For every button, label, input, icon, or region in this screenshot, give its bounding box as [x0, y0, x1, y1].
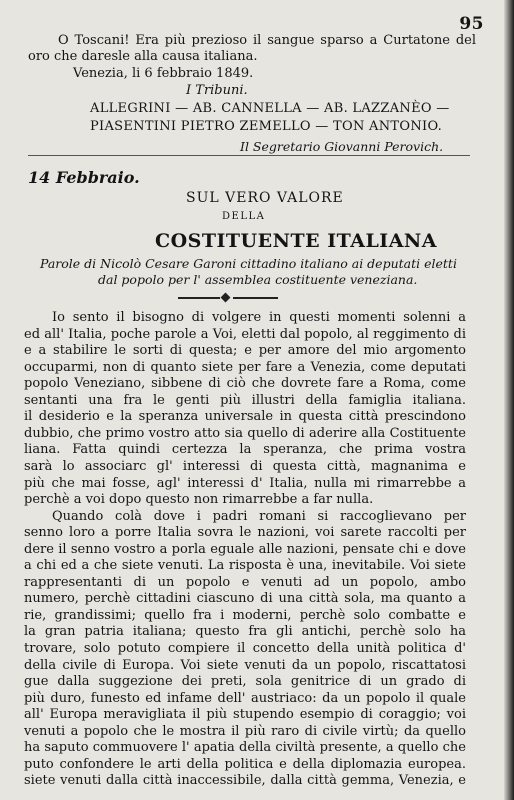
- body-line: liana. Fatta quindi certezza la speranza, che prima vostra: [24, 442, 466, 458]
- body-line: il desiderio e la speranza universale in questa città prescindono: [24, 409, 466, 425]
- body-line: gue dalla suggezione dei preti, sola genitrice di un grado di: [24, 674, 466, 690]
- body-line: occuparmi, non di quanto siete per fare a Venezia, come deputati: [24, 359, 466, 375]
- body-line: sentanti una fra le genti più illustri della famiglia italiana.: [24, 392, 466, 408]
- body-line: puto confondere le arti della politica e della diplomazia europea.: [24, 756, 466, 772]
- heading-line-1: SUL VERO VALORE: [186, 190, 344, 206]
- body-line: più che mai fosse, agl' interessi d' Italia, nulla mi rimarrebbe a: [24, 475, 466, 491]
- body-line: rie, grandissimi; quello fra i moderni, perchè solo combatte e: [24, 607, 466, 623]
- body-line: trovare, solo potuto compiere il concetto della unità politica d': [24, 641, 466, 656]
- subtitle-line-1: Parole di Nicolò Cesare Garoni cittadino italiano ai deputati eletti: [40, 256, 457, 271]
- proclamation-line-2: oro che daresle alla causa italiana.: [28, 49, 258, 64]
- body-line: Io sento il bisogno di volgere in questi momenti solenni a: [52, 310, 466, 325]
- body-line: dere il senno vostro a porla eguale alle nazioni, pensate chi e dove: [24, 541, 466, 557]
- page-number: 95: [459, 14, 484, 34]
- entry-date: 14 Febbraio.: [28, 168, 140, 187]
- proclamation-line-1: O Toscani! Era più prezioso il sangue sparso a Curtatone del: [58, 33, 476, 48]
- body-line: numero, perchè cittadini ciascuno di una città sola, ma quanto a: [24, 591, 466, 607]
- body-line: ha saputo commuovere l' apatia della civiltà presente, a quello che: [24, 740, 466, 756]
- body-line: popolo Veneziano, sibbene di ciò che dovrete fare a Roma, come: [24, 376, 466, 392]
- heading-line-2: DELLA: [222, 211, 266, 222]
- article-title: COSTITUENTE ITALIANA: [155, 230, 438, 252]
- ornamental-rule: [178, 294, 278, 301]
- body-line: della civile di Europa. Voi siete venuti da un popolo, riscattatosi: [24, 657, 466, 673]
- section-divider: [28, 155, 470, 156]
- signers-line-2: PIASENTINI PIETRO ZEMELLO — TON ANTONIO.: [90, 119, 443, 134]
- body-line: sarà lo associarc gl' interessi di questa città, magnanima e: [24, 458, 466, 474]
- body-line: dubbio, che primo vostro atto sia quello di aderire alla Costituente: [24, 425, 466, 441]
- body-line: rappresentanti di un popolo e venuti ad un popolo, ambo: [24, 574, 466, 590]
- secretary-signature: Il Segretario Giovanni Perovich.: [240, 139, 444, 154]
- body-line: senno loro a porre Italia sovra le nazioni, voi sarete raccolti per: [24, 525, 466, 541]
- signers-line-1: ALLEGRINI — AB. CANNELLA — AB. LAZZANÈO —: [90, 101, 450, 116]
- signers-heading: I Tribuni.: [186, 83, 248, 98]
- body-line: la gran patria italiana; questo fra gli antichi, perchè solo ha: [24, 624, 466, 640]
- body-line: venuti a popolo che le mostra il più raro di civile virtù; da quello: [24, 723, 466, 739]
- proclamation-dateline: Venezia, li 6 febbraio 1849.: [73, 66, 254, 81]
- body-line: ed all' Italia, poche parole a Voi, eletti dal popolo, al reggimento di: [24, 326, 466, 342]
- body-line: perchè a voi dopo questo non rimarrebbe a far nulla.: [24, 492, 374, 508]
- body-line: all' Europa meravigliata il più stupendo esempio di coraggio; voi: [24, 707, 466, 723]
- body-line: più duro, funesto ed infame dell' austriaco: da un popolo il quale: [24, 690, 466, 706]
- body-line: e a stabilire le sorti di questa; e per amore del mio argomento: [24, 343, 466, 359]
- body-line: Quando colà dove i padri romani si raccoglievano per: [52, 508, 466, 524]
- body-line: a chi ed a che siete venuti. La risposta è una, inevitabile. Voi siete: [24, 558, 466, 574]
- subtitle-line-2: dal popolo per l' assemblea costituente veneziana.: [98, 272, 418, 287]
- body-line: siete venuti dalla città inaccessibile, dalla città gemma, Venezia, e: [24, 773, 466, 789]
